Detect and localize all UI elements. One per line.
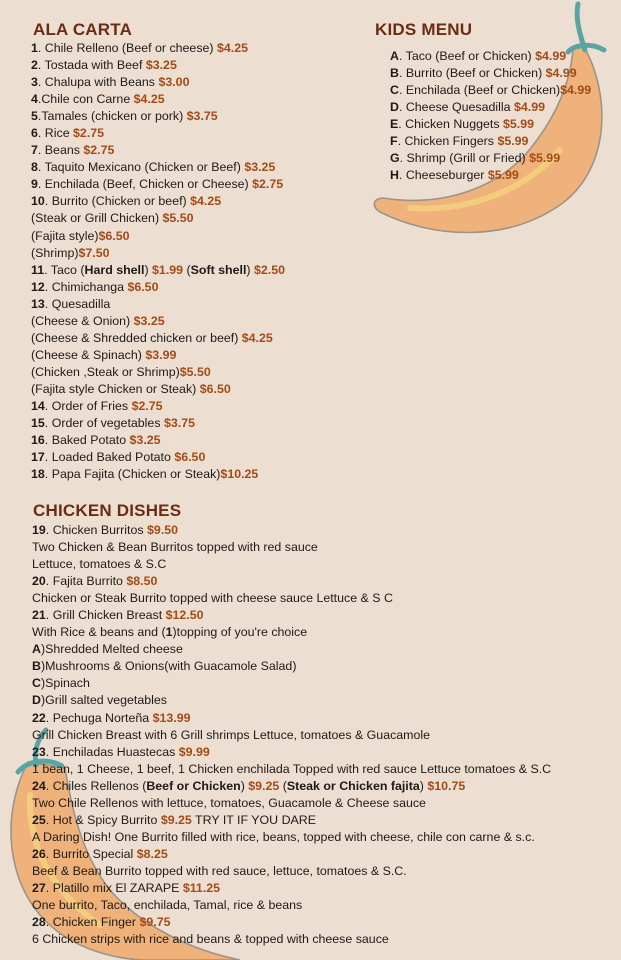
item-description: ( [279,778,287,793]
menu-item [31,210,285,227]
item-price: $6.50 [127,279,159,294]
item-number: 26 [32,846,46,861]
item-description: Beef & Bean Burrito topped with red sauce, lettuce, tomatoes & S.C. [32,863,407,878]
item-description: Rice [44,126,74,141]
item-description: Chicken Nuggets [405,117,503,131]
item-description: Cheeseburger [405,168,488,182]
item-description: Mushrooms & Onions(with Guacamole Salad) [45,659,297,674]
item-separator: ) [40,659,46,674]
item-separator: . [45,574,53,589]
item-description: (Cheese & Spinach) [31,347,146,362]
item-price: $4.25 [216,41,248,55]
item-price: $4.99 [513,100,545,114]
chicken-dish-line [32,641,551,658]
item-separator: . [37,92,42,107]
item-number: 11 [31,262,45,277]
item-description: Lettuce, tomatoes & S.C [32,557,167,572]
menu-item [31,91,285,108]
menu-item [31,74,285,91]
item-separator: . [397,134,405,148]
item-description: Order of Fries [51,398,132,413]
ala-carta-list [31,40,285,483]
item-description: Enchilada (Beef or Chicken) [405,83,561,97]
item-description: Tostada with Beef [44,58,146,73]
item-price: $5.99 [487,168,519,182]
item-separator: ) [40,676,46,691]
item-description: (Fajita style) [31,228,99,243]
chicken-dishes-list [32,522,551,948]
menu-item [31,381,285,398]
item-number: 19 [32,523,46,537]
item-description: Pechuga Norteña [52,710,153,725]
item-price: $3.25 [244,160,276,175]
item-separator: ) [40,642,46,657]
item-description: Papa Fajita (Chicken or Steak) [51,467,221,482]
item-description: ) [246,262,254,277]
kids-menu-item [390,48,591,65]
menu-item [31,432,285,449]
item-price: $3.00 [158,75,190,90]
menu-item [31,313,285,330]
item-description: Chicken Burritos [52,523,148,537]
menu-item [31,466,285,483]
item-price: $3.25 [133,313,165,328]
item-separator: . [45,846,53,861]
item-price: $9.25 [160,812,192,827]
chicken-dish-line [32,522,551,539]
item-separator: . [398,49,406,63]
item-emphasis: Hard shell [84,262,145,277]
chicken-dish-line [32,812,551,829]
menu-item [31,57,285,74]
item-price: $4.99 [560,83,592,97]
section-title-ala-carta: ALA CARTA [33,20,133,39]
item-number: 3 [31,75,38,90]
item-description: With Rice & beans and ( [32,625,166,640]
item-separator: . [45,710,53,725]
item-price: $2.75 [73,126,105,141]
menu-item [31,364,285,381]
menu-item [31,40,285,57]
chicken-dish-line [32,761,551,778]
item-number: 15 [31,416,45,431]
item-description: 6 Chicken strips with rice and beans & topped with cheese sauce [32,932,389,947]
item-description: Chicken Finger [52,915,140,930]
item-number: C [390,83,399,97]
item-separator: . [44,450,52,465]
item-number: 4 [31,92,38,107]
item-number: 1 [31,41,38,55]
item-description: One burrito, Taco, enchilada, Tamal, rice & beans [32,898,303,913]
item-number: G [390,151,400,165]
item-description: Cheese Quesadilla [405,100,514,114]
kids-menu-item [390,116,591,133]
item-separator: . [398,83,406,97]
kids-menu-item [390,82,591,99]
item-number: 24 [32,778,46,793]
item-description: Shredded Melted cheese [45,642,183,657]
item-number: 25 [32,812,46,827]
menu-item [31,245,285,262]
kids-menu-item [390,133,591,150]
item-emphasis: 1 [165,625,173,640]
item-price: $4.99 [545,66,577,80]
item-price: $4.99 [535,49,567,63]
menu-item [31,262,285,279]
item-description: Quesadilla [51,296,111,311]
item-number: 9 [31,177,38,192]
menu-item [31,159,285,176]
item-description: Taco ( [50,262,85,277]
menu-item [31,108,285,125]
menu-item [31,415,285,432]
item-number: 17 [31,450,45,465]
item-price: $9.75 [139,915,171,930]
chicken-dish-line [32,778,551,795]
item-price: $5.50 [162,211,194,226]
item-separator: . [398,168,406,182]
item-description: Burrito (Beef or Chicken) [405,66,546,80]
item-description: Two Chicken & Bean Burritos topped with red sauce [32,540,318,555]
item-number: A [32,642,41,657]
menu-item [31,398,285,415]
item-separator: . [37,143,45,158]
section-title-kids-menu: KIDS MENU [375,20,473,39]
item-description: Chicken or Steak Burrito topped with cheese sauce Lettuce & S C [32,591,393,606]
kids-menu-item [390,99,591,116]
item-description: Hot & Spicy Burrito [52,812,161,827]
item-price: $5.50 [179,364,211,379]
item-description: Enchiladas Huastecas [52,744,179,759]
item-separator: . [399,151,407,165]
chicken-dish-line [32,590,551,607]
item-price: $5.99 [497,134,529,148]
item-price: $9.25 [248,778,280,793]
item-price: $9.99 [178,744,210,759]
item-description: Chimichanga [51,279,128,294]
item-description: (Fajita style Chicken or Steak) [31,381,200,396]
item-description: Chile con Carne [41,92,134,107]
section-title-chicken-dishes: CHICKEN DISHES [33,501,182,520]
item-price: $5.99 [502,117,534,131]
menu-item [31,176,285,193]
item-description: (Cheese & Shredded chicken or beef) [31,330,242,345]
item-price: $3.25 [129,433,161,448]
item-separator: . [37,58,45,73]
chicken-dish-line [32,829,551,846]
item-number: 18 [31,467,45,482]
item-number: 21 [32,608,46,623]
item-price: $3.75 [186,109,218,124]
item-number: 28 [32,915,46,930]
item-number: E [390,117,399,131]
menu-item [31,449,285,466]
item-description: ) [419,778,428,793]
chicken-dish-line [32,556,551,573]
menu-item [31,142,285,159]
item-price: $10.75 [427,778,466,793]
item-number: 22 [32,710,46,725]
item-price: $4.25 [133,92,165,107]
item-price: $1.99 [152,262,184,277]
item-price: $8.25 [136,846,168,861]
item-number: D [32,693,41,708]
item-description: Spinach [45,676,90,691]
item-number: 16 [31,433,45,448]
kids-menu-item [390,167,591,184]
item-separator: . [44,467,52,482]
item-description: Grill Chicken Breast with 6 Grill shrimps Lettuce, tomatoes & Guacamole [32,727,431,742]
chicken-dish-line [32,573,551,590]
item-description: Loaded Baked Potato [51,450,175,465]
item-description: Taquito Mexicano (Chicken or Beef) [44,160,245,175]
item-description: Enchilada (Beef, Chicken or Cheese) [44,177,253,192]
item-separator: . [44,194,52,209]
item-description: TRY IT IF YOU DARE [191,812,316,827]
item-number: 5 [31,109,38,124]
menu-item [31,125,285,142]
menu-item [31,330,285,347]
item-separator: . [45,523,53,537]
chicken-dish-line [32,658,551,675]
chicken-dish-line [32,863,551,880]
menu-item [31,228,285,245]
item-description: A Daring Dish! One Burrito filled with rice, beans, topped with cheese, chile con carne & s.c. [32,829,535,844]
kids-menu-item [390,65,591,82]
item-price: $13.99 [152,710,191,725]
item-number: 6 [31,126,38,141]
item-number: B [32,659,41,674]
item-separator: . [44,262,51,277]
item-description: Chalupa with Beans [44,75,159,90]
item-price: $9.50 [147,523,179,537]
item-separator: . [44,398,52,413]
chicken-dish-line [32,914,551,931]
item-price: $3.75 [163,416,195,431]
item-description: Taco (Beef or Chicken) [405,49,536,63]
item-separator: ) [40,693,46,708]
item-description: ) [144,262,153,277]
item-number: 10 [31,194,45,209]
item-number: 7 [31,143,38,158]
item-separator: . [37,160,45,175]
chicken-dish-line [32,846,551,863]
item-description: Chicken Fingers [404,134,498,148]
item-description: Grill salted vegetables [45,693,167,708]
item-separator: . [37,109,42,124]
item-separator: . [44,433,52,448]
item-price: $12.50 [165,608,204,623]
chicken-dish-line [32,897,551,914]
item-price: $6.50 [98,228,130,243]
menu-item [31,193,285,210]
item-number: H [390,168,399,182]
item-separator: . [37,41,45,55]
item-separator: . [45,778,53,793]
item-number: 23 [32,744,46,759]
item-description: Platillo mix El ZARAPE [52,880,183,895]
chicken-dish-line [32,607,551,624]
item-price: $4.25 [241,330,273,345]
item-price: $6.50 [199,381,231,396]
item-number: 20 [32,574,46,589]
kids-menu-list [390,48,591,184]
item-description: (Steak or Grill Chicken) [31,211,163,226]
kids-menu-item [390,150,591,167]
item-price: $3.25 [145,58,177,73]
item-description: Shrimp (Grill or Fried) [406,151,530,165]
item-separator: . [45,812,53,827]
item-number: B [390,66,399,80]
item-price: $10.25 [220,467,259,482]
item-separator: . [37,177,45,192]
item-separator: . [37,126,45,141]
item-separator: . [45,744,53,759]
item-number: 27 [32,880,46,895]
item-description: Fajita Burrito [52,574,127,589]
item-emphasis: Soft shell [190,262,247,277]
item-number: C [32,676,41,691]
item-price: $7.50 [78,245,110,260]
item-price: $4.25 [190,194,222,209]
item-separator: . [37,75,45,90]
menu-item [31,347,285,364]
item-separator: . [45,608,53,623]
item-description: ( [183,262,191,277]
chicken-dish-line [32,931,551,948]
item-description: Baked Potato [51,433,130,448]
chicken-dish-line [32,880,551,897]
chicken-dish-line [32,727,551,744]
item-description: Order of vegetables [51,416,164,431]
item-description: Tamales (chicken or pork) [41,109,187,124]
item-description: ) [240,778,249,793]
item-price: $6.50 [174,450,206,465]
chicken-dish-line [32,710,551,727]
item-emphasis: Beef or Chicken [146,778,241,793]
item-separator: . [398,100,406,114]
item-description: Two Chile Rellenos with lettuce, tomatoes, Guacamole & Cheese sauce [32,795,426,810]
item-separator: . [398,117,406,131]
chicken-dish-line [32,624,551,641]
chicken-dish-line [32,744,551,761]
item-description: Chile Relleno (Beef or cheese) [44,41,217,55]
menu-item [31,296,285,313]
item-description: )topping of you're choice [172,625,308,640]
item-separator: . [44,296,52,311]
item-price: $3.99 [145,347,177,362]
item-number: D [390,100,399,114]
item-description: Burrito (Chicken or beef) [51,194,191,209]
item-price: $8.50 [126,574,158,589]
item-number: 12 [31,279,45,294]
item-description: 1 bean, 1 Cheese, 1 beef, 1 Chicken enchilada Topped with red sauce Lettuce tomatoes & S.C [32,761,552,776]
item-number: 14 [31,398,45,413]
item-number: 8 [31,160,38,175]
item-price: $11.25 [182,880,221,895]
item-number: 13 [31,296,45,311]
item-price: $5.99 [529,151,561,165]
item-separator: . [45,880,53,895]
item-description: (Shrimp) [31,245,79,260]
item-separator: . [44,279,52,294]
item-price: $2.75 [83,143,115,158]
item-emphasis: Steak or Chicken fajita [286,778,420,793]
chicken-dish-line [32,692,551,709]
item-price: $2.50 [253,262,285,277]
item-description: (Cheese & Onion) [31,313,134,328]
item-separator: . [398,66,406,80]
item-description: Grill Chicken Breast [52,608,166,623]
item-number: F [390,134,398,148]
item-price: $2.75 [131,398,163,413]
item-number: 2 [31,58,38,73]
item-separator: . [45,915,53,930]
item-description: (Chicken ,Steak or Shrimp) [31,364,180,379]
item-price: $2.75 [252,177,284,192]
item-description: Burrito Special [52,846,137,861]
item-description: Beans [44,143,84,158]
chicken-dish-line [32,795,551,812]
chicken-dish-line [32,675,551,692]
item-description: Chiles Rellenos ( [52,778,147,793]
item-number: A [390,49,399,63]
item-separator: . [44,416,52,431]
chicken-dish-line [32,539,551,556]
menu-item [31,279,285,296]
